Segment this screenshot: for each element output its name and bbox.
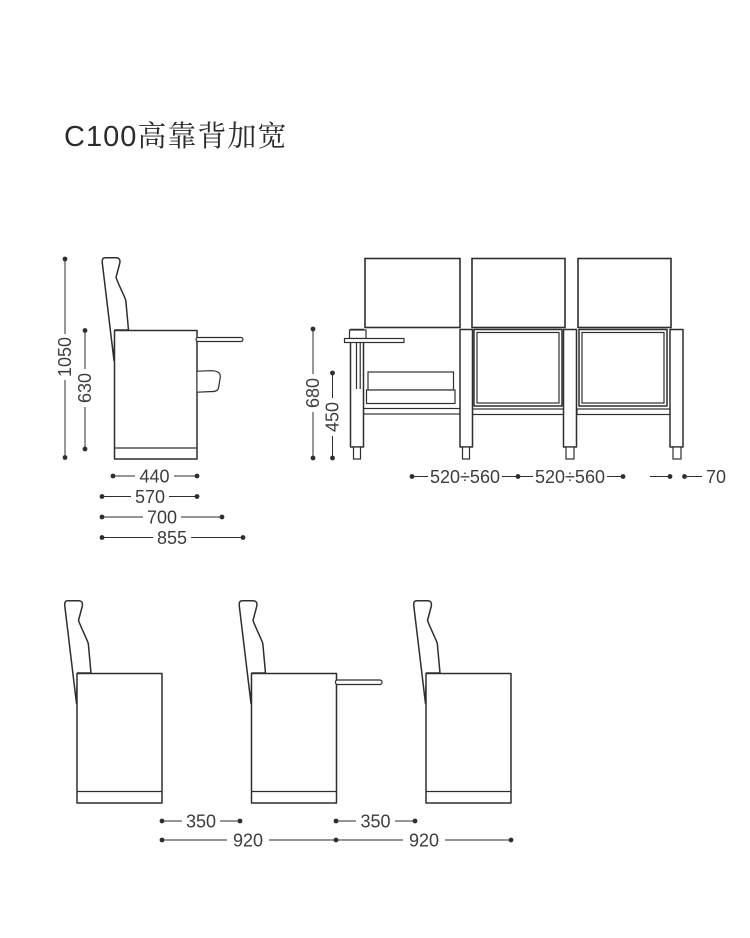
backrest-1 bbox=[365, 259, 460, 328]
drawing-title: C100高靠背加宽 bbox=[64, 121, 288, 153]
dim-label-680: 680 bbox=[303, 377, 323, 409]
seat-body-box bbox=[115, 331, 198, 460]
dim-label-gap-2: 350 bbox=[360, 811, 391, 832]
dim-total-height bbox=[55, 257, 75, 460]
folded-armrest-profile bbox=[198, 371, 221, 393]
row-tablet-arm bbox=[336, 680, 383, 685]
dim-depth-855 bbox=[100, 528, 246, 548]
tablet-board bbox=[345, 339, 405, 343]
dim-label-pitch-1: 920 bbox=[232, 830, 264, 851]
armrest-post-2 bbox=[460, 330, 473, 448]
dim-depth-700 bbox=[100, 507, 225, 527]
dim-body-height bbox=[75, 328, 95, 451]
dim-label-70: 70 bbox=[706, 466, 727, 487]
armrest-post-4 bbox=[670, 330, 683, 448]
leg-foot-3 bbox=[566, 447, 574, 459]
seat-folded-up-3-inner bbox=[582, 333, 664, 404]
dim-seat-depth-440 bbox=[111, 466, 200, 486]
dim-label-440: 440 bbox=[139, 466, 170, 487]
writing-tablet-arm bbox=[196, 338, 243, 342]
dim-label-700: 700 bbox=[146, 507, 178, 528]
dim-label-seat-width-2: 520÷560 bbox=[535, 466, 605, 487]
dim-label-570: 570 bbox=[134, 486, 166, 507]
dim-depth-570 bbox=[100, 487, 200, 507]
dim-seat-height-450 bbox=[323, 371, 343, 461]
seat-cushion-down-front bbox=[367, 390, 456, 404]
armrest-post-3 bbox=[564, 330, 577, 448]
leg-foot-4 bbox=[673, 447, 681, 459]
under-seat-rail-3 bbox=[577, 409, 670, 415]
dim-label-seat-width-1: 520÷560 bbox=[430, 466, 500, 487]
dim-label-pitch-2: 920 bbox=[408, 830, 440, 851]
seat-cushion-down-top bbox=[368, 372, 454, 390]
dim-label-gap-1: 350 bbox=[185, 811, 217, 832]
under-seat-rail-2 bbox=[473, 409, 565, 415]
backrest-2 bbox=[472, 259, 565, 328]
dim-label-1050: 1050 bbox=[55, 336, 75, 378]
row-seat-box-2 bbox=[252, 674, 337, 804]
dim-seat-width-1 bbox=[410, 467, 521, 487]
dim-row-pitch-2 bbox=[336, 830, 513, 850]
armrest-cap bbox=[350, 330, 367, 339]
leg-foot-2 bbox=[463, 447, 470, 459]
row-seat-box-1 bbox=[77, 674, 162, 804]
seat-folded-up-2-inner bbox=[477, 333, 559, 404]
dim-row-pitch-1 bbox=[160, 830, 339, 850]
dim-row-gap-1 bbox=[160, 811, 243, 831]
dim-label-450: 450 bbox=[322, 401, 343, 433]
row-seat-box-3 bbox=[426, 674, 511, 804]
row-spacing-side-views bbox=[65, 601, 511, 803]
backrest-3 bbox=[578, 259, 671, 328]
leg-foot-1 bbox=[354, 447, 361, 459]
dim-seat-width-2 bbox=[518, 467, 625, 487]
dim-row-gap-2 bbox=[334, 811, 418, 831]
dim-label-855: 855 bbox=[156, 527, 188, 548]
side-view-single-seat bbox=[102, 258, 243, 459]
dim-label-630: 630 bbox=[75, 372, 95, 404]
front-view-three-seats bbox=[345, 259, 684, 460]
dim-armrest-height-680 bbox=[303, 327, 323, 461]
dim-post-width-70 bbox=[650, 467, 726, 487]
under-seat-rail-1 bbox=[364, 409, 461, 415]
